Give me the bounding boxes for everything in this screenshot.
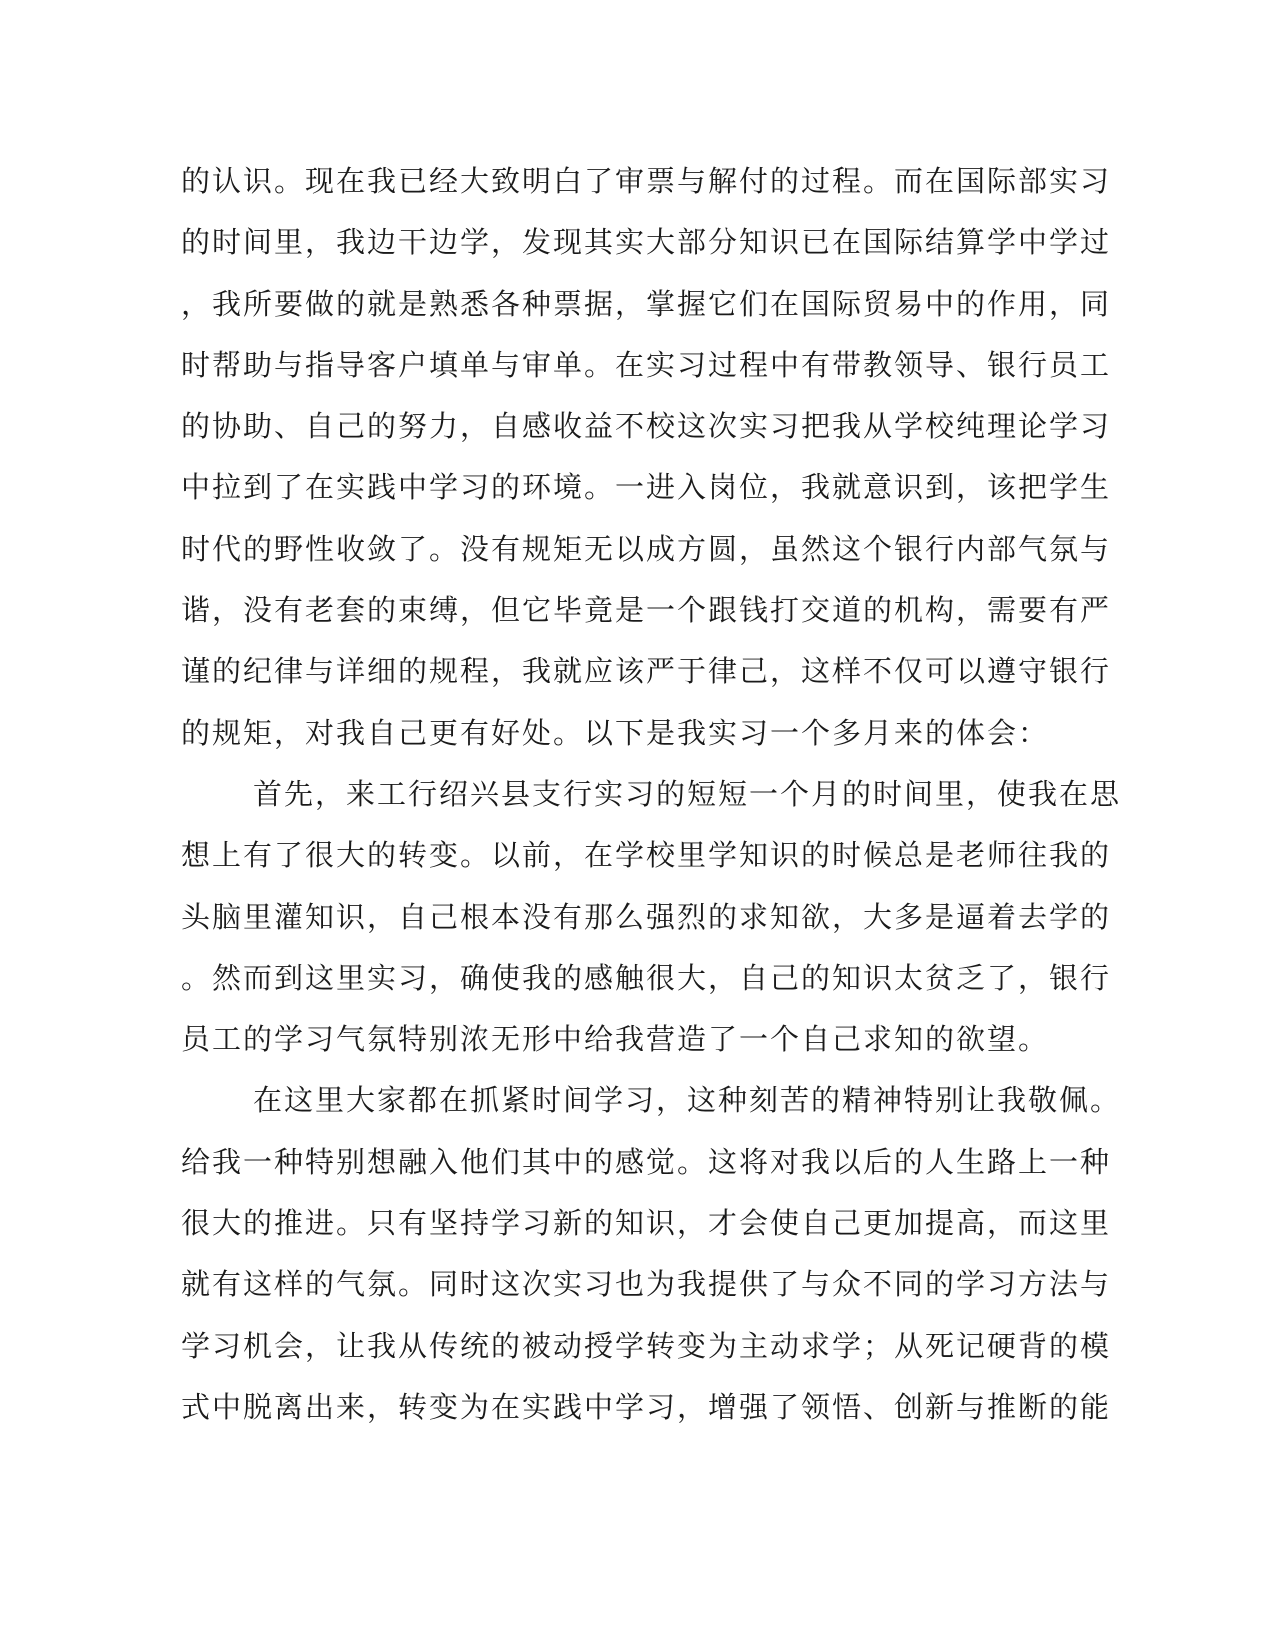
text-line-19: 就有这样的气氛。同时这次实习也为我提供了与众不同的学习方法与	[181, 1267, 1112, 1302]
text-line-13: 头脑里灌知识，自己根本没有那么强烈的求知欲，大多是逼着去学的	[181, 899, 1112, 934]
text-line-2: 的时间里，我边干边学，发现其实大部分知识已在国际结算学中学过	[181, 225, 1112, 260]
text-line-1: 的认识。现在我已经大致明白了审票与解付的过程。而在国际部实习	[181, 164, 1112, 198]
text-line-14: 。然而到这里实习，确使我的感触很大，自己的知识太贫乏了，银行	[181, 960, 1112, 995]
text-line-17: 给我一种特别想融入他们其中的感觉。这将对我以后的人生路上一种	[181, 1144, 1112, 1179]
text-line-9: 谨的纪律与详细的规程，我就应该严于律己，这样不仅可以遵守银行	[181, 654, 1112, 689]
text-line-10: 的规矩，对我自己更有好处。以下是我实习一个多月来的体会：	[181, 715, 1050, 750]
text-line-6: 中拉到了在实践中学习的环境。一进入岗位，我就意识到，该把学生	[181, 470, 1112, 505]
text-line-21: 式中脱离出来，转变为在实践中学习，增强了领悟、创新与推断的能	[181, 1389, 1112, 1424]
document-body	[181, 157, 1122, 1444]
paragraph-start-line: 在这里大家都在抓紧时间学习，这种刻苦的精神特别让我敬佩。	[253, 1083, 1122, 1118]
text-line-15: 员工的学习气氛特别浓无形中给我营造了一个自己求知的欲望。	[181, 1022, 1050, 1057]
text-line-4: 时帮助与指导客户填单与审单。在实习过程中有带教领导、银行员工	[181, 347, 1112, 382]
text-line-12: 想上有了很大的转变。以前，在学校里学知识的时候总是老师往我的	[181, 838, 1112, 873]
text-line-20: 学习机会，让我从传统的被动授学转变为主动求学；从死记硬背的模	[181, 1328, 1112, 1363]
text-line-18: 很大的推进。只有坚持学习新的知识，才会使自己更加提高，而这里	[181, 1206, 1112, 1241]
text-line-7: 时代的野性收敛了。没有规矩无以成方圆，虽然这个银行内部气氛与	[181, 531, 1112, 566]
text-line-3: ，我所要做的就是熟悉各种票据，掌握它们在国际贸易中的作用，同	[181, 286, 1112, 321]
text-line-5: 的协助、自己的努力，自感收益不校这次实习把我从学校纯理论学习	[181, 409, 1112, 444]
text-line-8: 谐，没有老套的束缚，但它毕竟是一个跟钱打交道的机构，需要有严	[181, 593, 1112, 628]
paragraph-start-line: 首先，来工行绍兴县支行实习的短短一个月的时间里，使我在思	[253, 776, 1122, 811]
